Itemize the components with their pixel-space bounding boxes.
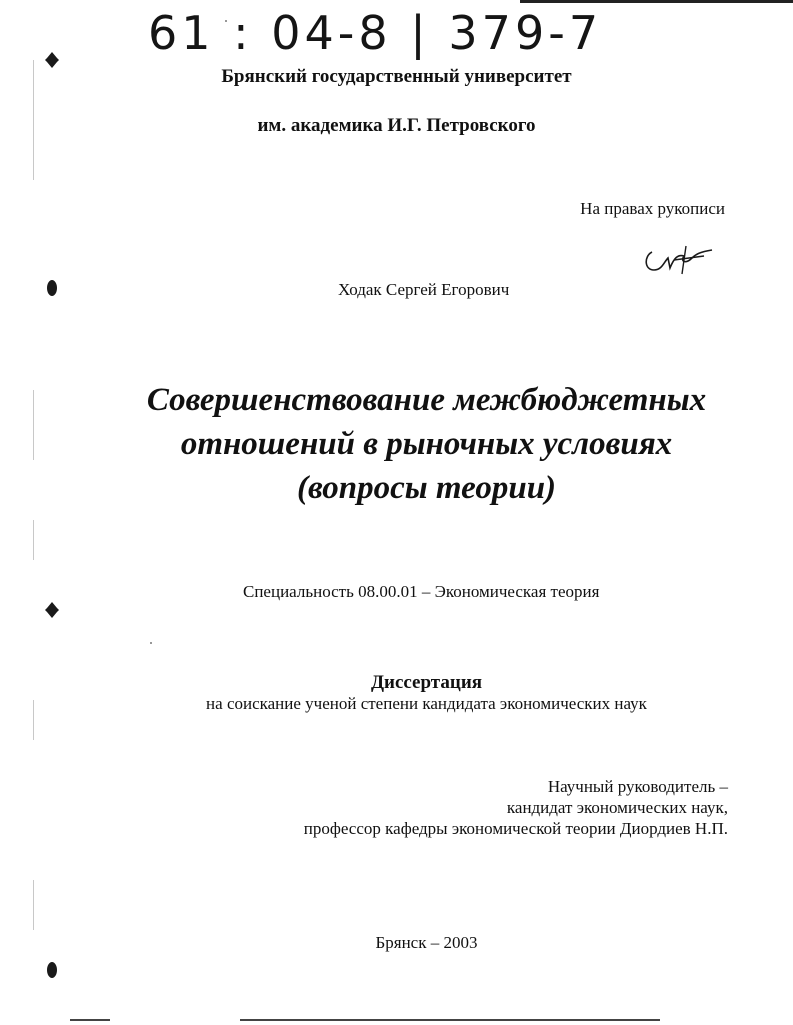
specialty: Специальность 08.00.01 – Экономическая теория <box>243 582 600 601</box>
scan-edge-line <box>70 1019 110 1021</box>
dissertation-title <box>90 378 763 510</box>
title-line: Совершенствование межбюджетных <box>146 382 707 418</box>
punch-hole-icon <box>45 280 59 296</box>
university-name: Брянский государственный университет <box>221 66 572 87</box>
dissertation-heading: Диссертация <box>370 672 483 693</box>
scan-speck <box>150 642 152 644</box>
punch-hole-icon <box>45 962 59 978</box>
punch-hole-icon <box>45 602 59 618</box>
rights-note: На правах рукописи <box>580 199 725 218</box>
scan-edge-line <box>240 1019 660 1021</box>
dissertation-subtitle: на соискание ученой степени кандидата экономических наук <box>206 694 647 713</box>
city-year: Брянск – 2003 <box>375 933 478 952</box>
margin-line <box>33 880 34 930</box>
signature-icon <box>640 240 720 280</box>
title-line: (вопросы теории) <box>296 470 557 506</box>
supervisor-block <box>240 776 728 839</box>
supervisor-line: Научный руководитель – <box>547 777 728 796</box>
archive-code: 61 : 04-8 | 379-7 <box>148 6 603 60</box>
supervisor-line: кандидат экономических наук, <box>506 798 728 817</box>
university-academic-name: им. академика И.Г. Петровского <box>257 115 536 136</box>
margin-line <box>33 520 34 560</box>
author-name: Ходак Сергей Егорович <box>338 280 510 299</box>
margin-line <box>33 390 34 460</box>
supervisor-line: профессор кафедры экономической теории Диордиев Н.П. <box>303 819 728 838</box>
title-line: отношений в рыночных условиях <box>180 426 673 462</box>
